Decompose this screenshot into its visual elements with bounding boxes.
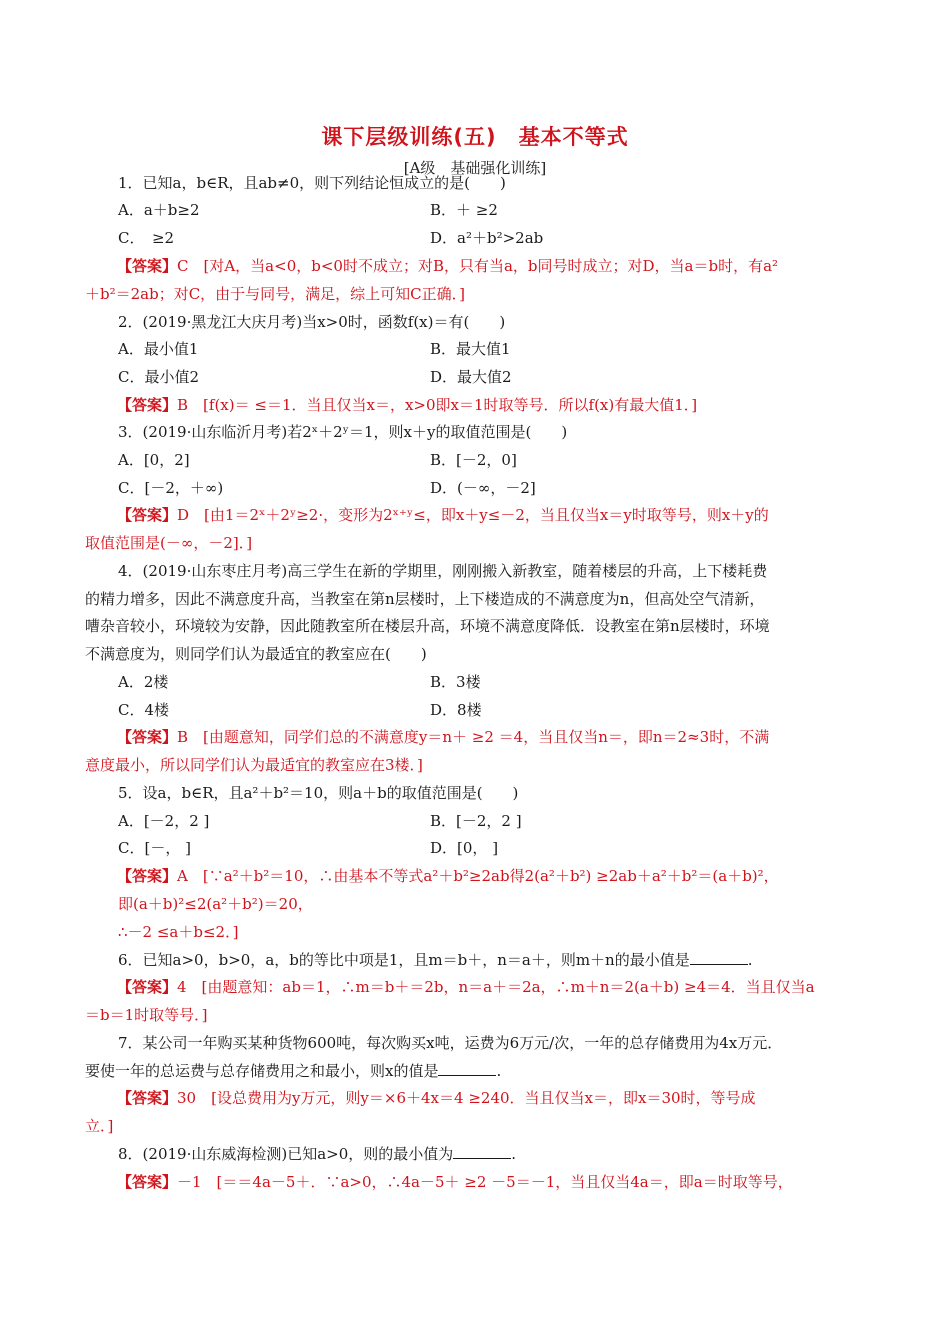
answer-line [117, 504, 769, 526]
answer-line [85, 1004, 208, 1026]
question-line [118, 338, 198, 360]
answer-line [118, 893, 313, 915]
line-text: B．最大值1 [430, 340, 511, 358]
question-line [118, 311, 505, 333]
line-text: 8．(2019·山东威海检测)已知a>0，则的最小值为 [118, 1145, 454, 1163]
answer-tag: 【答案】 [117, 978, 178, 996]
line-text: C．[－2，＋∞) [118, 479, 224, 497]
answer-line [85, 1115, 113, 1137]
line-text: 1．已知a，b∈R，且ab≠0，则下列结论恒成立的是( ) [118, 174, 506, 192]
line-text: C．4楼 [118, 701, 170, 719]
answer-line [117, 1087, 756, 1109]
question-line [430, 199, 498, 221]
line-text: D [由1＝2ˣ＋2ʸ≥2·，变形为2ˣ⁺ʸ≤，即x＋y≤－2，当且仅当x＝y时取等号，则x＋y的 [177, 506, 769, 524]
line-text: 5．设a，b∈R，且a²＋b²＝10，则a＋b的取值范围是( ) [118, 784, 519, 802]
question-line [118, 199, 200, 221]
line-text: C． ≥2 [118, 229, 175, 247]
answer-line [117, 976, 815, 998]
answer-tag: 【答案】 [117, 396, 178, 414]
line-text: 2．(2019·黑龙江大庆月考)当x>0时，函数f(x)＝有( ) [118, 313, 506, 331]
line-text: A．[0，2] [118, 451, 190, 469]
line-text: 即(a＋b)²≤2(a²＋b²)＝20， [118, 895, 313, 913]
question-line [430, 338, 511, 360]
answer-tag: 【答案】 [117, 1089, 178, 1107]
line-text: 4．(2019·山东枣庄月考)高三学生在新的学期里，刚刚搬入新教室，随着楼层的升高，上下楼耗费 [118, 562, 768, 580]
answer-line [118, 921, 238, 943]
line-text: B．3楼 [430, 673, 481, 691]
question-line [118, 477, 223, 499]
question-line [430, 810, 522, 832]
line-text: D．8楼 [430, 701, 482, 719]
line-text: B．[－2，2 ] [430, 812, 522, 830]
answer-blank [690, 950, 748, 965]
line-text: B [由题意知，同学们总的不满意度y＝n＋ ≥2 ＝4，当且仅当n＝，即n＝2≈3时，不满 [177, 728, 770, 746]
line-text: 6．已知a>0，b>0，a，b的等比中项是1，且m＝b＋，n＝a＋，则m＋n的最小值是 [118, 951, 690, 969]
answer-line [117, 255, 778, 277]
line-text: D．[0， ] [430, 839, 499, 857]
question-line [118, 1032, 782, 1054]
answer-line [85, 283, 465, 305]
line-text: C．最小值2 [118, 368, 200, 386]
line-text: 3．(2019·山东临沂月考)若2ˣ＋2ʸ＝1，则x＋y的取值范围是( ) [118, 423, 568, 441]
line-text: C．[－， ] [118, 839, 191, 857]
question-line [430, 449, 517, 471]
question-line: 8．(2019·山东威海检测)已知a>0，则的最小值为 . [118, 1145, 517, 1163]
line-text: B．＋ ≥2 [430, 201, 498, 219]
page-title: 课下层级训练(五) 基本不等式 [321, 125, 629, 149]
answer-tag: 【答案】 [117, 1173, 178, 1191]
question-line [118, 699, 169, 721]
line-text: ＋b²＝2ab；对C，由于与同号，满足，综上可知C正确．] [85, 285, 466, 303]
question-line [118, 671, 168, 693]
question-line [430, 227, 543, 249]
line-text: 7．某公司一年购买某种货物600吨，每次购买x吨，运费为6万元/次，一年的总存储费用为4x万元． [118, 1034, 783, 1052]
question-line [430, 671, 481, 693]
question-line: 要使一年的总运费与总存储费用之和最小，则x的值是 . [85, 1062, 502, 1080]
line-text: D．(－∞，－2] [430, 479, 536, 497]
line-text: C [对A，当a<0，b<0时不成立；对B，只有当a，b同号时成立；对D，当a＝b时，有a² [177, 257, 779, 275]
answer-tag: 【答案】 [117, 728, 178, 746]
line-text: D．a²＋b²>2ab [430, 229, 544, 247]
question-line [118, 837, 191, 859]
line-text: 取值范围是(－∞，－2]．] [85, 534, 253, 552]
answer-line [85, 532, 252, 554]
line-text: 嘈杂音较小，环境较为安静，因此随教室所在楼层升高，环境不满意度降低．设教室在第n层楼时，环境 [85, 617, 770, 635]
question-line [118, 449, 190, 471]
answer-line [117, 865, 779, 887]
line-text: ＝b＝1时取等号．] [85, 1006, 208, 1024]
question-line [118, 810, 209, 832]
answer-tag: 【答案】 [117, 257, 178, 275]
line-text: 立．] [85, 1117, 114, 1135]
line-text: 不满意度为，则同学们认为最适宜的教室应在( ) [85, 645, 427, 663]
line-text: 的精力增多，因此不满意度升高，当教室在第n层楼时，上下楼造成的不满意度为n，但高处空气清新， [85, 590, 765, 608]
line-text: A [∵a²＋b²＝10，∴由基本不等式a²＋b²≥2ab得2(a²＋b²) ≥2ab＋a²＋b²＝(a＋b)²， [177, 867, 779, 885]
question-line [118, 421, 567, 443]
question-line [118, 782, 518, 804]
question-line [118, 366, 199, 388]
section-heading: [A级 基础强化训练] [403, 159, 547, 177]
question-line: 6．已知a>0，b>0，a，b的等比中项是1，且m＝b＋，n＝a＋，则m＋n的最小值是 . [118, 951, 753, 969]
question-line [430, 837, 498, 859]
line-text: 30 [设总费用为y万元，则y＝×6＋4x＝4 ≥240．当且仅当x＝，即x＝30时，等号成 [177, 1089, 756, 1107]
line-text: A．2楼 [118, 673, 169, 691]
question-line [85, 643, 427, 665]
line-text: A．[－2，2 ] [118, 812, 210, 830]
answer-line [117, 394, 697, 416]
line-text: B [f(x)＝ ≤＝1．当且仅当x＝，x>0即x＝1时取等号．所以f(x)有最大值1．] [177, 396, 698, 414]
answer-tag: 【答案】 [117, 506, 178, 524]
question-line [85, 588, 764, 610]
line-text: D．最大值2 [430, 368, 512, 386]
question-line [430, 699, 482, 721]
line-text: A．a＋b≥2 [118, 201, 200, 219]
answer-line [117, 726, 769, 748]
question-line [118, 560, 767, 582]
question-line [85, 615, 770, 637]
line-text: －1 [＝＝4a－5＋．∵a>0，∴4a－5＋ ≥2 －5＝－1，当且仅当4a＝，即a＝时取等号， [177, 1173, 793, 1191]
answer-blank [438, 1061, 496, 1076]
answer-line [117, 1171, 793, 1193]
line-text: 4 [由题意知：ab＝1，∴m＝b＋＝2b，n＝a＋＝2a，∴m＋n＝2(a＋b) ≥4＝4．当且仅当a [177, 978, 815, 996]
line-text: 要使一年的总运费与总存储费用之和最小，则x的值是 [85, 1062, 439, 1080]
question-line [118, 227, 174, 249]
line-text: B．[－2，0] [430, 451, 517, 469]
line-text: ∴－2 ≤a＋b≤2．] [118, 923, 239, 941]
line-text: 意度最小，所以同学们认为最适宜的教室应在3楼．] [85, 756, 423, 774]
question-line [430, 477, 536, 499]
question-line [118, 172, 506, 194]
answer-blank [453, 1144, 511, 1159]
answer-line [85, 754, 423, 776]
question-line [430, 366, 512, 388]
answer-tag: 【答案】 [117, 867, 178, 885]
line-text: A．最小值1 [118, 340, 199, 358]
